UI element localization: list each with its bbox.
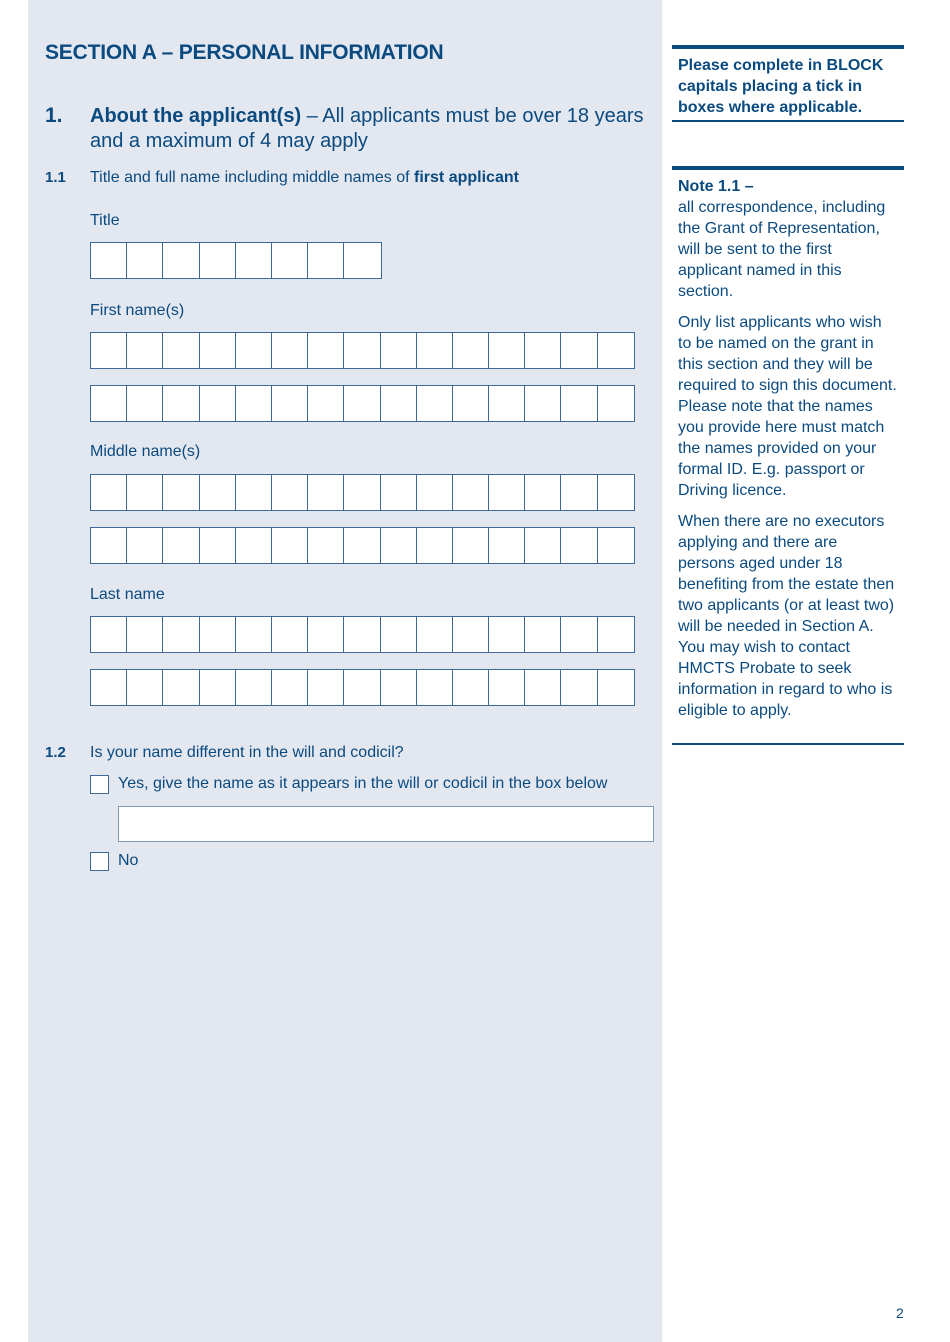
character-box[interactable]	[561, 475, 597, 510]
character-box[interactable]	[200, 386, 236, 421]
no-label: No	[118, 852, 139, 869]
character-box[interactable]	[525, 670, 561, 705]
character-box[interactable]	[344, 333, 380, 368]
note-paragraph: Only list applicants who wish to be named on the grant in this section and they will be required to sign this document. Please note that the names you provide here must match the names provided on your formal ID. E.g. passport or Driving licence.	[678, 314, 897, 499]
character-box[interactable]	[598, 617, 634, 652]
character-box[interactable]	[127, 617, 163, 652]
character-box[interactable]	[127, 386, 163, 421]
note-title: Note 1.1 –	[678, 178, 754, 195]
character-box[interactable]	[272, 528, 308, 563]
character-box[interactable]	[308, 333, 344, 368]
question-number: 1.1	[45, 169, 66, 186]
character-box[interactable]	[200, 670, 236, 705]
character-box[interactable]	[236, 386, 272, 421]
character-box[interactable]	[381, 670, 417, 705]
character-box[interactable]	[489, 617, 525, 652]
character-box[interactable]	[236, 333, 272, 368]
character-box[interactable]	[344, 243, 380, 278]
character-box[interactable]	[200, 333, 236, 368]
character-box[interactable]	[272, 475, 308, 510]
question-number: 1.2	[45, 744, 66, 761]
last-name-label: Last name	[90, 586, 165, 603]
character-box[interactable]	[91, 617, 127, 652]
character-box[interactable]	[561, 617, 597, 652]
character-box[interactable]	[236, 528, 272, 563]
character-box[interactable]	[308, 243, 344, 278]
first-name-label: First name(s)	[90, 302, 185, 319]
character-box[interactable]	[525, 528, 561, 563]
character-box[interactable]	[344, 528, 380, 563]
character-box[interactable]	[489, 670, 525, 705]
character-box[interactable]	[417, 528, 453, 563]
character-box[interactable]	[453, 386, 489, 421]
character-box[interactable]	[561, 528, 597, 563]
character-box[interactable]	[91, 386, 127, 421]
character-box[interactable]	[163, 243, 199, 278]
middle-name-input-line-2[interactable]	[90, 527, 635, 564]
character-box[interactable]	[453, 475, 489, 510]
character-box[interactable]	[127, 333, 163, 368]
character-box[interactable]	[127, 528, 163, 563]
character-box[interactable]	[417, 617, 453, 652]
yes-checkbox[interactable]	[90, 775, 109, 794]
first-name-input-line-2[interactable]	[90, 385, 635, 422]
question-number: 1.	[45, 104, 63, 127]
character-box[interactable]	[381, 528, 417, 563]
section-title: SECTION A – PERSONAL INFORMATION	[45, 41, 444, 64]
character-box[interactable]	[127, 243, 163, 278]
question-title: About the applicant(s)	[90, 105, 302, 127]
character-box[interactable]	[236, 670, 272, 705]
character-box[interactable]	[91, 475, 127, 510]
character-box[interactable]	[417, 670, 453, 705]
character-box[interactable]	[598, 528, 634, 563]
note-paragraph: When there are no executors applying and there are persons aged under 18 benefiting from the estate then two applicants (or at least two) will be needed in Section A. You may wish to contact HMCTS Probate to seek information in regard to who is eligible to apply.	[678, 513, 895, 719]
no-checkbox[interactable]	[90, 852, 109, 871]
character-box[interactable]	[200, 475, 236, 510]
character-box[interactable]	[308, 475, 344, 510]
character-box[interactable]	[344, 670, 380, 705]
character-box[interactable]	[127, 475, 163, 510]
character-box[interactable]	[525, 386, 561, 421]
character-box[interactable]	[308, 670, 344, 705]
character-box[interactable]	[91, 528, 127, 563]
character-box[interactable]	[91, 670, 127, 705]
character-box[interactable]	[236, 243, 272, 278]
character-box[interactable]	[453, 333, 489, 368]
character-box[interactable]	[272, 243, 308, 278]
character-box[interactable]	[163, 475, 199, 510]
character-box[interactable]	[561, 670, 597, 705]
character-box[interactable]	[200, 617, 236, 652]
character-box[interactable]	[344, 475, 380, 510]
character-box[interactable]	[163, 670, 199, 705]
character-box[interactable]	[417, 475, 453, 510]
character-box[interactable]	[272, 670, 308, 705]
character-box[interactable]	[525, 617, 561, 652]
character-box[interactable]	[561, 386, 597, 421]
last-name-input-line-2[interactable]	[90, 669, 635, 706]
character-box[interactable]	[163, 617, 199, 652]
character-box[interactable]	[272, 386, 308, 421]
character-box[interactable]	[200, 243, 236, 278]
character-box[interactable]	[598, 386, 634, 421]
character-box[interactable]	[453, 617, 489, 652]
character-box[interactable]	[489, 528, 525, 563]
character-box[interactable]	[163, 333, 199, 368]
character-box[interactable]	[525, 333, 561, 368]
yes-label: Yes, give the name as it appears in the will or codicil in the box below	[118, 775, 608, 792]
title-label: Title	[90, 212, 120, 229]
character-box[interactable]	[308, 386, 344, 421]
character-box[interactable]	[163, 386, 199, 421]
character-box[interactable]	[417, 333, 453, 368]
character-box[interactable]	[453, 670, 489, 705]
middle-name-label: Middle name(s)	[90, 443, 201, 460]
character-box[interactable]	[489, 475, 525, 510]
character-box[interactable]	[272, 333, 308, 368]
question-1-heading	[90, 104, 660, 154]
character-box[interactable]	[344, 386, 380, 421]
note-paragraph: all correspondence, including the Grant of Representation, will be sent to the first applicant named in this section.	[678, 199, 886, 300]
question-emphasis: first applicant	[414, 169, 519, 186]
title-input[interactable]	[90, 242, 382, 279]
character-box[interactable]	[308, 528, 344, 563]
question-text: Title and full name including middle names of	[90, 169, 415, 186]
character-box[interactable]	[236, 617, 272, 652]
character-box[interactable]	[91, 243, 127, 278]
question-text: – All applicants must be over 18 years and a maximum of 4 may apply	[90, 105, 644, 152]
character-box[interactable]	[598, 475, 634, 510]
character-box[interactable]	[381, 475, 417, 510]
note-1-1	[672, 166, 904, 745]
character-box[interactable]	[236, 475, 272, 510]
first-name-input-line-1[interactable]	[90, 332, 635, 369]
character-box[interactable]	[489, 386, 525, 421]
character-box[interactable]	[127, 670, 163, 705]
question-1-2-text: Is your name different in the will and codicil?	[90, 744, 404, 761]
character-box[interactable]	[525, 475, 561, 510]
character-box[interactable]	[163, 528, 199, 563]
character-box[interactable]	[381, 333, 417, 368]
name-in-will-input[interactable]	[118, 806, 654, 842]
last-name-input-line-1[interactable]	[90, 616, 635, 653]
middle-name-input-line-1[interactable]	[90, 474, 635, 511]
question-1-1-text	[90, 169, 519, 187]
character-box[interactable]	[489, 333, 525, 368]
character-box[interactable]	[417, 386, 453, 421]
character-box[interactable]	[344, 617, 380, 652]
character-box[interactable]	[561, 333, 597, 368]
character-box[interactable]	[200, 528, 236, 563]
character-box[interactable]	[91, 333, 127, 368]
character-box[interactable]	[598, 670, 634, 705]
instruction-box: Please complete in BLOCK capitals placing a tick in boxes where applicable.	[672, 45, 904, 122]
character-box[interactable]	[381, 617, 417, 652]
character-box[interactable]	[598, 333, 634, 368]
character-box[interactable]	[453, 528, 489, 563]
page-number: 2	[896, 1305, 904, 1321]
character-box[interactable]	[272, 617, 308, 652]
character-box[interactable]	[381, 386, 417, 421]
character-box[interactable]	[308, 617, 344, 652]
